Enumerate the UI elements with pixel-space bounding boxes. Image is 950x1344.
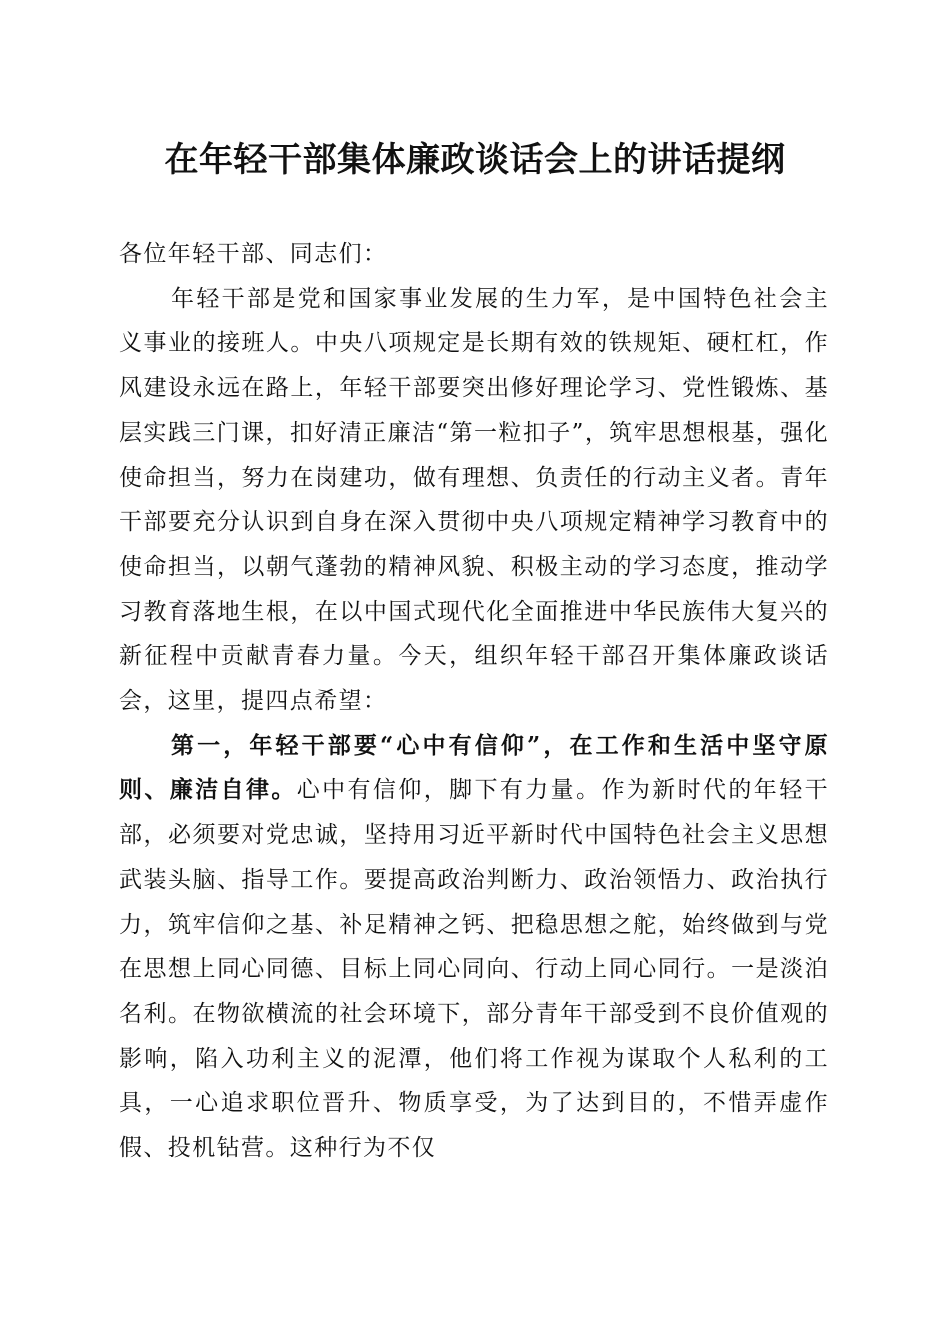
document-body <box>119 232 829 1171</box>
point-one-body: 心中有信仰，脚下有力量。作为新时代的年轻干部，必须要对党忠诚，坚持用习近平新时代中国特色社会主义思想武装头脑、指导工作。要提高政治判断力、政治领悟力、政治执行力，筑牢信仰之基、补足精神之钙、把稳思想之舵，始终做到与党在思想上同心同德、目标上同心同向、行动上同心同行。一是淡泊名利。在物欲横流的社会环境下，部分青年干部受到不良价值观的影响，陷入功利主义的泥潭，他们将工作视为谋取个人私利的工具，一心追求职位晋升、物质享受，为了达到目的，不惜弄虚作假、投机钻营。这种行为不仅 <box>119 777 829 1162</box>
salutation: 各位年轻干部、同志们： <box>119 241 388 267</box>
document-title: 在年轻干部集体廉政谈话会上的讲话提纲 <box>164 140 786 180</box>
point-one-paragraph <box>119 724 829 1171</box>
intro-paragraph: 年轻干部是党和国家事业发展的生力军，是中国特色社会主义事业的接班人。中央八项规定是长期有效的铁规矩、硬杠杠，作风建设永远在路上，年轻干部要突出修好理论学习、党性锻炼、基层实践三门课，扣好清正廉洁“第一粒扣子”，筑牢思想根基，强化使命担当，努力在岗建功，做有理想、负责任的行动主义者。青年干部要充分认识到自身在深入贯彻中央八项规定精神学习教育中的使命担当，以朝气蓬勃的精神风貌、积极主动的学习态度，推动学习教育落地生根，在以中国式现代化全面推进中华民族伟大复兴的新征程中贡献青春力量。今天，组织年轻干部召开集体廉政谈话会，这里，提四点希望： <box>119 285 829 715</box>
point-one-heading: 第一，年轻干部要“心中有信仰”，在工作和生活中坚守原则、廉洁自律。 <box>119 731 829 804</box>
